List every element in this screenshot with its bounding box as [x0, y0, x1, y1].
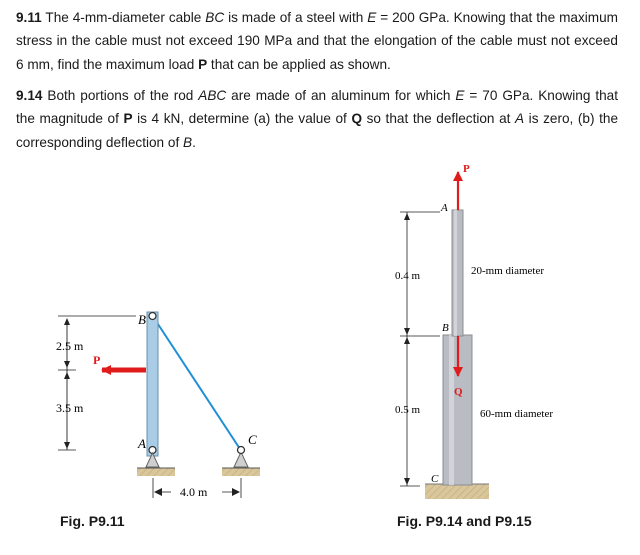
support-c — [234, 452, 248, 467]
problem-9-14: 9.14 Both portions of the rod ABC are made of an aluminum for which E = 70 GPa. Knowing that the magnitude of P is 4 kN, determine (a) the value of Q so that the deflection at A is zero, (b) the corresponding deflection of B. — [16, 88, 618, 150]
dim-lower: 0.5 m — [395, 404, 421, 416]
pin-c — [238, 447, 245, 454]
dim-horizontal: 4.0 m — [180, 485, 208, 499]
label-c: C — [431, 473, 439, 485]
post-ab — [147, 312, 158, 456]
label-b: B — [138, 312, 146, 327]
caption-p9-11: Fig. P9.11 — [60, 513, 125, 529]
label-q: Q — [454, 386, 463, 398]
upper-diameter: 20-mm diameter — [471, 265, 545, 277]
label-a: A — [138, 436, 146, 451]
problem-number: 9.11 — [16, 10, 42, 25]
figure-p9-14 — [395, 163, 553, 499]
problem-number: 9.14 — [16, 88, 43, 103]
lower-diameter: 60-mm diameter — [480, 408, 554, 420]
dim-bottom: 3.5 m — [56, 401, 84, 415]
label-p: P — [93, 353, 101, 367]
label-p: P — [463, 163, 470, 175]
label-b: B — [442, 322, 449, 334]
dim-upper: 0.4 m — [395, 270, 421, 282]
rod-ab — [452, 210, 463, 336]
dim-top: 2.5 m — [56, 339, 84, 353]
caption-p9-14: Fig. P9.14 and P9.15 — [397, 513, 532, 529]
cable-bc — [152, 315, 240, 449]
label-a: A — [441, 202, 448, 214]
figure-p9-11 — [56, 312, 260, 499]
pin-b — [149, 313, 156, 320]
label-c: C — [248, 432, 257, 447]
problem-9-11: 9.11 The 4-mm-diameter cable BC is made of a steel with E = 200 GPa. Knowing that the maximum stress in the cable must not exceed 190 MPa and that the elongation of the cable must not exceed 6 mm, find the maximum load P that can be applied as shown. — [16, 10, 618, 72]
